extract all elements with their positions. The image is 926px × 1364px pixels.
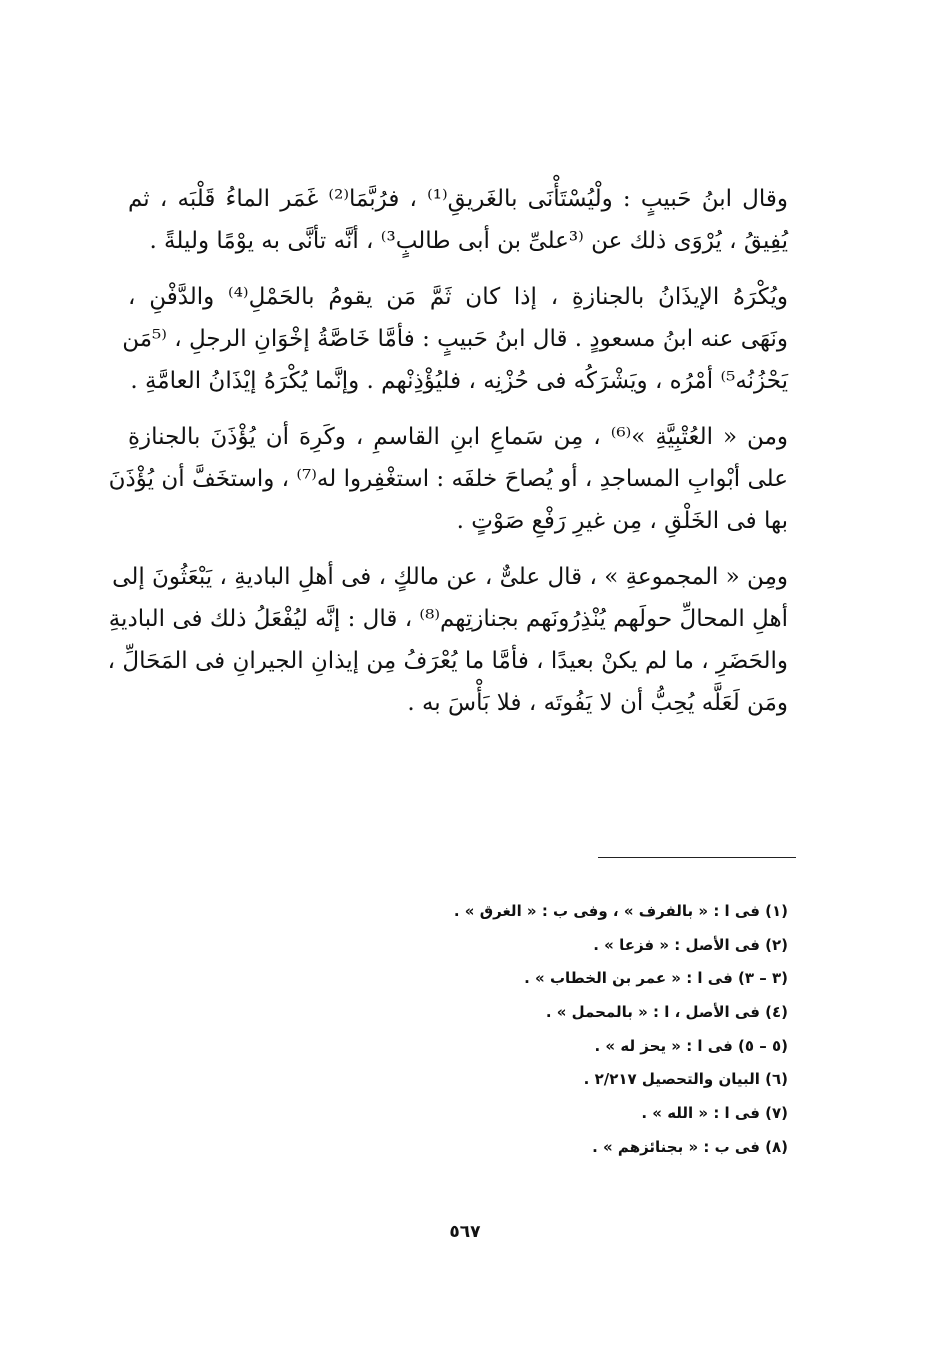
text-line: ونَهَى عنه ابنُ مسعودٍ . قال ابنُ حَبيبٍ : فأمَّا خَاصَّةُ إخْوَانِ الرجلِ ، ⁽⁵مَن — [122, 326, 788, 352]
footnote: (٧) فى ا : « الله » . — [641, 1104, 788, 1123]
footnote: (٨) فى ب : « بجنائزهم » . — [592, 1137, 788, 1156]
text-line: والحَضَرِ ، ما لم يكنْ بعيدًا ، فأمَّا ما يُعْرَفُ مِن إيذانِ الجيرانِ فى المَحَالِّ ، — [107, 648, 788, 674]
text-line: ومِن « المجموعةِ » ، قال علىٌّ ، عن مالكٍ ، فى أهلِ الباديةِ ، يَبْعَثُونَ إلى — [112, 564, 788, 590]
text-line: ومَن لَعَلَّه يُحِبُّ أن لا يَفُوتَه ، فلا بَأْسَ به . — [407, 690, 788, 716]
footnote: (٥ – ٥) فى ا : « يحز له » . — [594, 1036, 788, 1055]
text-line: بها فى الخَلْقِ ، مِن غيرِ رَفْعِ صَوْتٍ . — [456, 508, 788, 534]
footnote: (٤) فى الأصل ، ا : « بالمحمل » . — [545, 1003, 788, 1022]
footnote-separator — [598, 857, 796, 858]
text-line: ويُكْرَهُ الإيذَانُ بالجنازةِ ، إذا كان ثَمَّ مَن يقومُ بالحَمْلِ⁽⁴⁾ والدَّفْنِ ، — [128, 284, 788, 310]
footnote: (١) فى ا : « بالفرف » ، وفى ب : « الغرق » . — [453, 902, 788, 920]
footnote: (٣ – ٣) فى ا : « عمر بن الخطاب » . — [524, 969, 788, 988]
page-number: ٥٦٧ — [449, 1222, 481, 1242]
text-line: ومن « العُتْبِيَّةِ »⁽⁶⁾ ، مِن سَماعِ ابنِ القاسمِ ، وكَرِهَ أن يُؤْذَنَ بالجنازةِ — [128, 424, 788, 450]
footnote: (٦) البيان والتحصيل ٢/٢١٧ . — [583, 1070, 788, 1089]
text-line: يَحْزُنُه⁵⁾ أمْرُه ، ويَشْرَكُه فى حُزْنِه ، فليُؤْذِنْهم . وإنَّما يُكْرَهُ إيْذَانُ العامَّةِ . — [130, 368, 788, 394]
footnote: (٢) فى الأصل : « فزعا » . — [593, 935, 788, 954]
main-text — [107, 178, 789, 724]
text-line: وقال ابنُ حَبيبٍ : ولْيُسْتَأْنَى بالغَريقِ⁽¹⁾ ، فرُبَّمَا⁽²⁾ غَمَر الماءُ قَلْبَه ، ثم — [128, 186, 789, 212]
text-line: يُفِيقُ ، يُرْوَى ذلك عن ⁽³علىِّ بن أبى طالبٍ³⁾ ، أنَّه تأنَّى به يوْمًا وليلةً . — [149, 228, 788, 254]
text-line: على أبْوابِ المساجدِ ، أو يُصاحَ خلفَه : استغْفِروا له⁽⁷⁾ ، واستخَفَّ أن يُؤْذَنَ — [108, 466, 788, 492]
footnotes — [128, 895, 788, 1165]
text-line: أهلِ المحالِّ حولَهم يُنْذِرُونَهم بجنازتِهم⁽⁸⁾ ، قال : إنَّه ليُفْعَلُ ذلك فى الباديةِ — [108, 606, 788, 632]
